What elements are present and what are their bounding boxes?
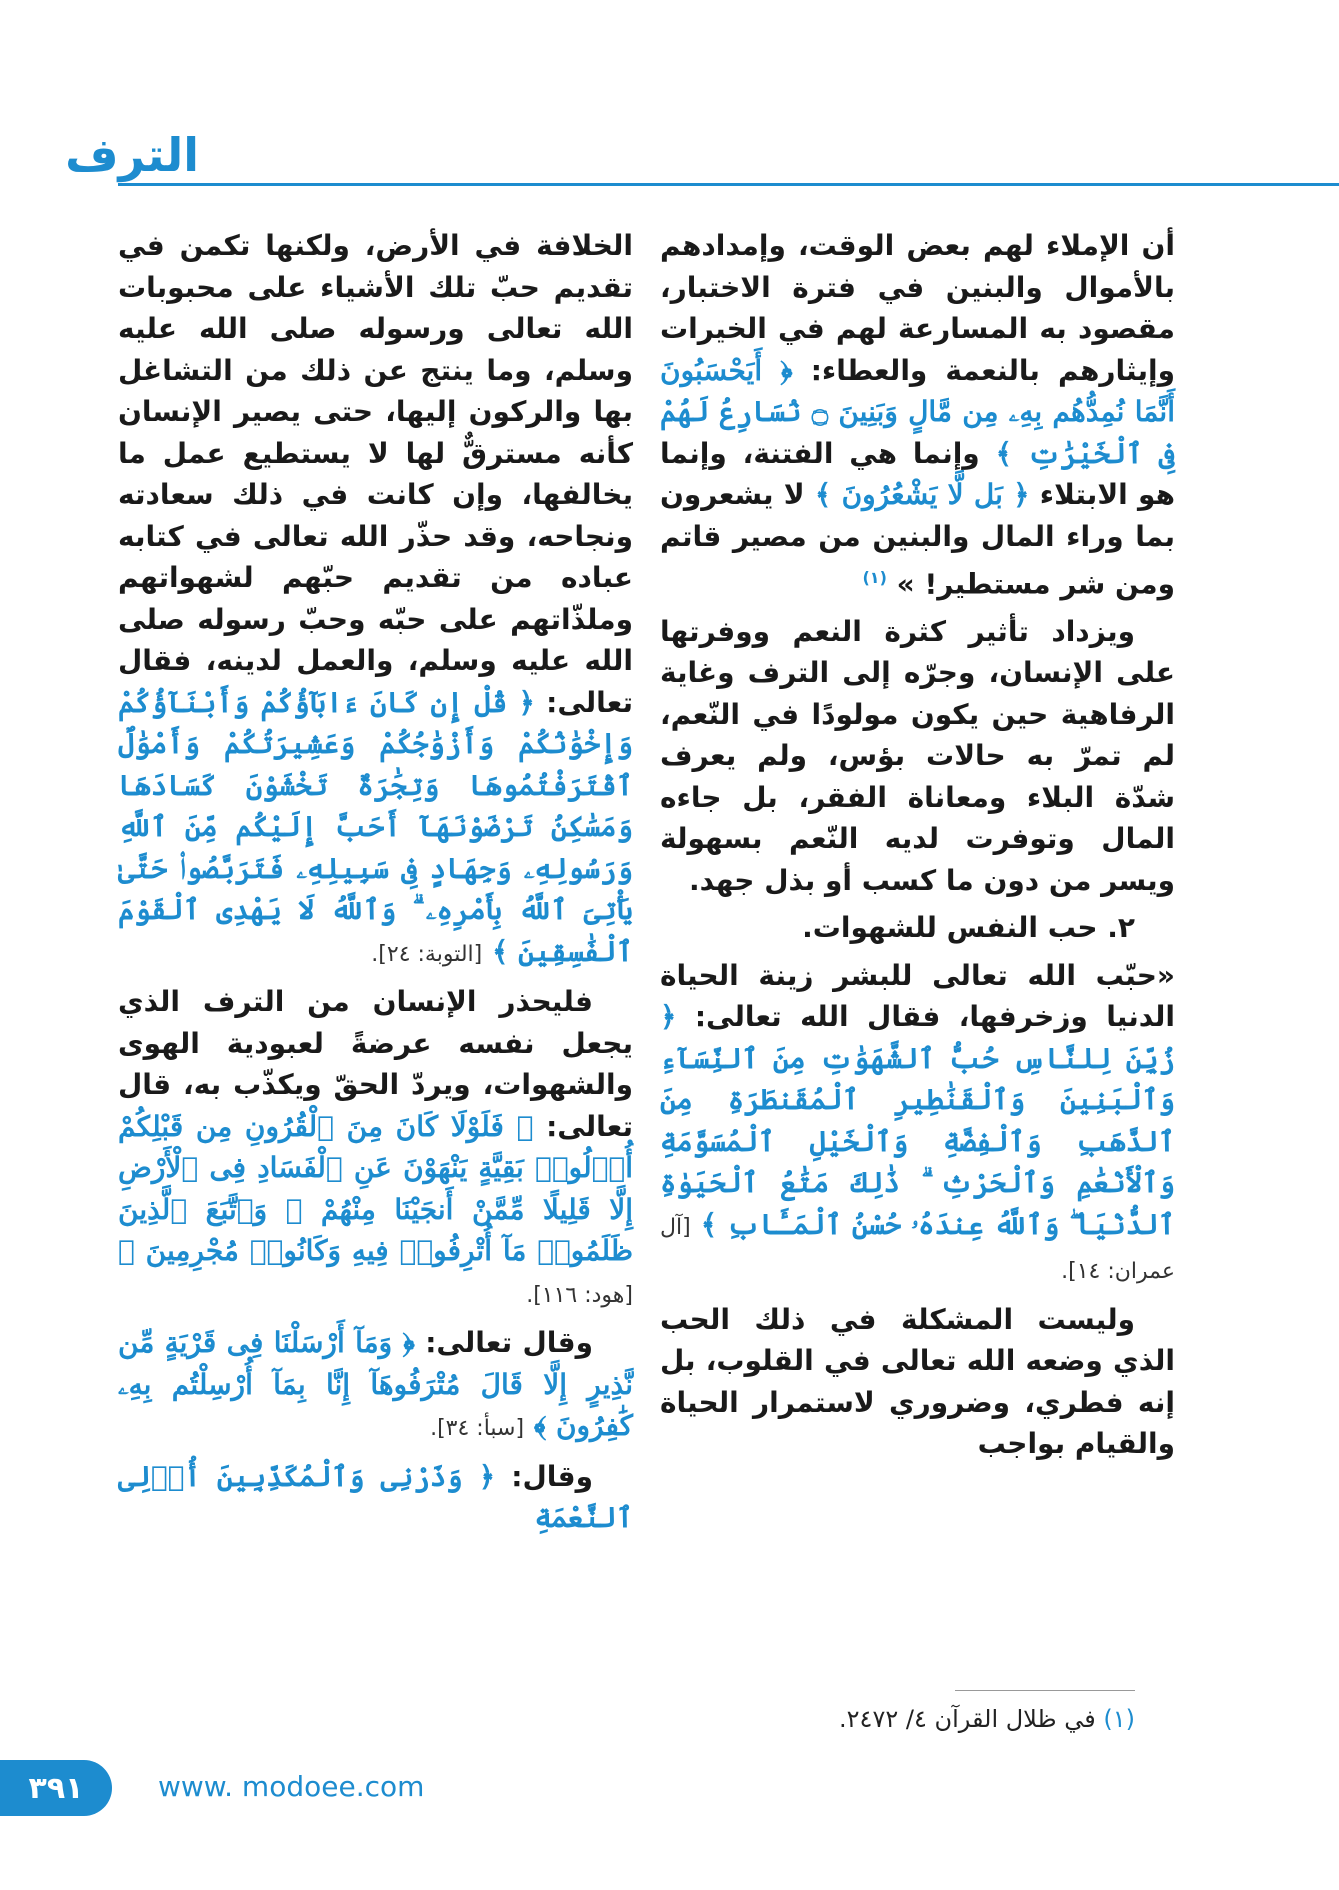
- paragraph: [118, 1456, 633, 1539]
- paragraph: [118, 1322, 633, 1450]
- quran-verse: ﴿ زُيِّنَ لِلنَّاسِ حُبُّ ٱلشَّهَوَٰتِ مِنَ ٱلنِّسَآءِ وَٱلْبَنِينَ وَٱلْقَنَٰطِيرِ ٱلْمُقَنطَرَةِ مِنَ ٱلذَّهَبِ وَٱلْفِضَّةِ وَٱلْخَيْلِ ٱلْمُسَوَّمَةِ وَٱلْأَنْعَٰمِ وَٱلْحَرْثِ ۗ ذَٰلِكَ مَتَٰعُ ٱلْحَيَوٰةِ ٱلدُّنْيَا ۖ وَٱللَّهُ عِندَهُۥ حُسْنُ ٱلْمَـَٔابِ ﴾: [660, 1000, 1176, 1241]
- footnote-marker[interactable]: (١): [862, 568, 887, 587]
- body-text: الخلافة في الأرض، ولكنها تكمن في تقديم حبّ تلك الأشياء على محبوبات الله تعالى ورسوله صلى الله عليه وسلم، وما ينتج عن ذلك من التشاغل بها والركون إليها، حتى يصير الإنسان كأنه مسترقٌّ لها لا يستطيع عمل ما يخالفها، وإن كانت في ذلك سعادته ونجاحه، وقد حذّر الله تعالى في كتابه عباده من تقديم حبّهم لشهواتهم وملذّاتهم على حبّه وحبّ رسوله صلى الله عليه وسلم، والعمل لدينه، فقال تعالى:: [118, 229, 633, 719]
- body-text: وقال:: [495, 1459, 593, 1493]
- quran-verse: ﴿ أَيَحْسَبُونَ أَنَّمَا نُمِدُّهُم بِهِۦ مِن مَّالٍ وَبَنِينَ ۝ نُسَارِعُ لَهُمْ فِى ٱلْخَيْرَٰتِ ﴾: [660, 353, 1176, 470]
- body-text: فليحذر الإنسان من الترف الذي يجعل نفسه عرضةً لعبودية الهوى والشهوات، ويردّ الحقّ ويكذّب به، قال تعالى:: [118, 985, 633, 1143]
- paragraph: وليست المشكلة في ذلك الحب الذي وضعه الله تعالى في القلوب، بل إنه فطري، وضروري لاستمرار الحياة والقيام بواجب: [660, 1302, 1175, 1461]
- verse-reference: [سبأ: ٣٤].: [430, 1416, 525, 1441]
- footnote-divider: [955, 1690, 1135, 1691]
- footnote-number: (١): [1103, 1705, 1135, 1733]
- quran-verse: ﴿ قُلْ إِن كَانَ ءَابَآؤُكُمْ وَأَبْنَآؤُكُمْ وَإِخْوَٰنُكُمْ وَأَزْوَٰجُكُمْ وَعَشِيرَتُكُمْ وَأَمْوَٰلٌ ٱقْتَرَفْتُمُوهَا وَتِجَٰرَةٌ تَخْشَوْنَ كَسَادَهَا وَمَسَٰكِنُ تَرْضَوْنَهَآ أَحَبَّ إِلَيْكُم مِّنَ ٱللَّهِ وَرَسُولِهِۦ وَجِهَادٍ فِى سَبِيلِهِۦ فَتَرَبَّصُوا۟ حَتَّىٰ يَأْتِىَ ٱللَّهُ بِأَمْرِهِۦ ۗ وَٱللَّهُ لَا يَهْدِى ٱلْقَوْمَ ٱلْفَٰسِقِينَ ﴾: [118, 685, 633, 968]
- quran-verse: ﴿ وَذَرْنِى وَٱلْمُكَذِّبِينَ أُو۟لِى ٱلنَّعْمَةِ: [118, 1459, 633, 1534]
- paragraph: [118, 981, 633, 1316]
- body-text: وإنما هي الفتنة، وإنما هو الابتلاء: [660, 436, 1175, 511]
- paragraph: ويزداد تأثير كثرة النعم ووفرتها على الإنسان، وجرّه إلى الترف وغاية الرفاهية حين يكون مولودًا في النّعم، لم تمرّ به حالات بؤس، ولم يعرف شدّة البلاء ومعاناة الفقر، بل جاءه المال وتوفرت لديه النّعم بسهولة ويسر من دون ما كسب أو بذل جهد.: [660, 614, 1175, 897]
- body-text: وقال تعالى:: [414, 1326, 593, 1359]
- quran-verse: ﴿ فَلَوْلَا كَانَ مِنَ ٱلْقُرُونِ مِن قَبْلِكُمْ أُو۟لُوا۟ بَقِيَّةٍ يَنْهَوْنَ عَنِ ٱلْفَسَادِ فِى ٱلْأَرْضِ إِلَّا قَلِيلًا مِّمَّنْ أَنجَيْنَا مِنْهُمْ ۗ وَٱتَّبَعَ ٱلَّذِينَ ظَلَمُوا۟ مَآ أُتْرِفُوا۟ فِيهِ وَكَانُوا۟ مُجْرِمِينَ ﴾: [118, 1109, 633, 1267]
- website-link[interactable]: www. modoee.com: [158, 1770, 425, 1803]
- quran-verse: ﴿ بَل لَّا يَشْعُرُونَ ﴾: [814, 478, 1030, 511]
- header-divider: [118, 183, 1339, 186]
- body-text: أن الإملاء لهم بعض الوقت، وإمدادهم بالأموال والبنين في فترة الاختبار، مقصود به المسارعة لهم في الخيرات وإيثارهم بالنعمة والعطاء:: [660, 229, 1175, 387]
- page-number-badge: [0, 1760, 112, 1816]
- verse-reference: [هود: ١١٦].: [526, 1282, 633, 1308]
- paragraph: [660, 955, 1175, 1293]
- paragraph: [118, 225, 633, 975]
- section-heading: ٢. حب النفس للشهوات.: [802, 911, 1135, 945]
- verse-reference: [آل عمران: ١٤].: [660, 1214, 1175, 1285]
- footnote: [839, 1705, 1135, 1733]
- left-column: [118, 225, 633, 1545]
- verse-reference: [التوبة: ٢٤].: [371, 941, 483, 967]
- page-number: ٣٩١: [28, 1770, 84, 1806]
- body-text: «حبّب الله تعالى للبشر زينة الحياة الدنيا وزخرفها، فقال الله تعالى:: [660, 958, 1175, 1034]
- paragraph: [660, 225, 1175, 605]
- right-column: [660, 225, 1175, 1471]
- body-text: لا يشعرون بما وراء المال والبنين من مصير قاتم ومن شر مستطير! »: [660, 478, 1175, 601]
- quran-verse: ﴿ وَمَآ أَرْسَلْنَا فِى قَرْيَةٍ مِّن نَّذِيرٍ إِلَّا قَالَ مُتْرَفُوهَآ إِنَّا بِمَآ أُرْسِلْتُم بِهِۦ كَٰفِرُونَ ﴾: [118, 1326, 633, 1442]
- page-title: الترف: [65, 128, 199, 182]
- footnote-text: في ظلال القرآن ٤/ ٢٤٧٢.: [839, 1705, 1096, 1733]
